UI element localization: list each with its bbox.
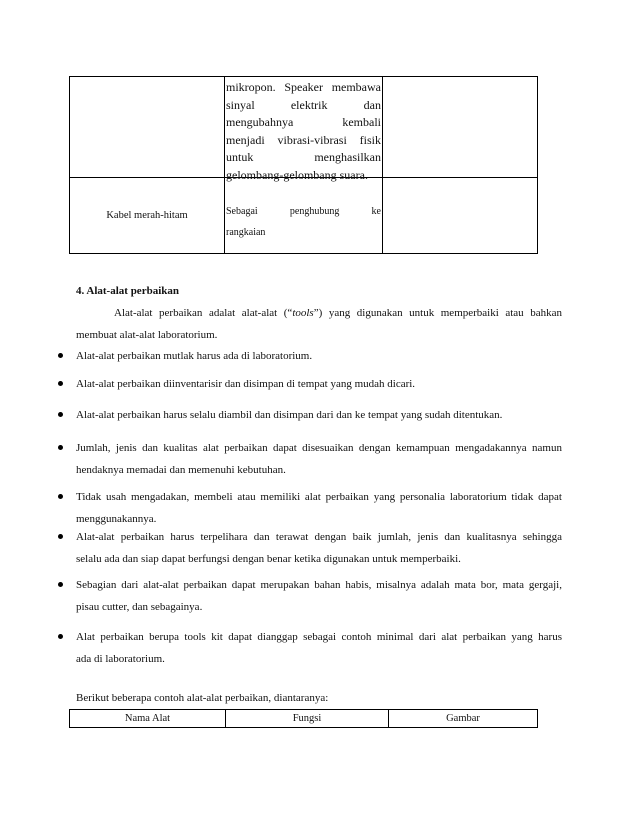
list-item-text: ada di laboratorium. bbox=[76, 653, 165, 665]
cell-text-line: Sebagai penghubung ke bbox=[226, 206, 381, 217]
cable-name-cell: Kabel merah-hitam bbox=[106, 210, 188, 221]
cell-text-line: rangkaian bbox=[226, 227, 266, 238]
list-item-text: Alat-alat perbaikan mutlak harus ada di laboratorium. bbox=[76, 350, 313, 362]
column-header-image: Gambar bbox=[446, 713, 480, 724]
cell-text-line: sinyal elektrik dan bbox=[226, 97, 381, 112]
bullet-icon bbox=[58, 445, 63, 450]
repair-tools-table-header bbox=[69, 709, 538, 728]
bullet-icon bbox=[58, 634, 63, 639]
list-item-text: Alat-alat perbaikan harus selalu diambil dan disimpan dari dan ke tempat yang sudah ditentukan. bbox=[76, 409, 503, 421]
cell-text-line: menjadi vibrasi-vibrasi fisik bbox=[226, 132, 381, 147]
bullet-icon bbox=[58, 353, 63, 358]
cell-text-line: mikropon. Speaker membawa bbox=[226, 80, 381, 94]
list-item-text: selalu ada dan siap dapat berfungsi dengan benar ketika digunakan untuk memperbaiki. bbox=[76, 553, 461, 565]
bullet-icon bbox=[58, 534, 63, 539]
list-item-text: menggunakannya. bbox=[76, 513, 157, 525]
list-item-text: Alat perbaikan berupa tools kit dapat dianggap sebagai contoh minimal dari alat perbaikan yang harus bbox=[76, 631, 562, 643]
column-header-name: Nama Alat bbox=[124, 713, 171, 724]
list-item-text: hendaknya memadai dan memenuhi kebutuhan. bbox=[76, 464, 286, 476]
bullet-icon bbox=[58, 412, 63, 417]
cell-text-line: gelombang-gelombang suara. bbox=[226, 167, 368, 182]
cell-text-line: mengubahnya kembali bbox=[226, 115, 381, 129]
section-heading: 4. Alat-alat perbaikan bbox=[76, 285, 179, 297]
list-item-text: Alat-alat perbaikan diinventarisir dan disimpan di tempat yang mudah dicari. bbox=[76, 378, 416, 390]
speaker-function-cell bbox=[226, 79, 381, 184]
list-item-text: Sebagian dari alat-alat perbaikan dapat merupakan bahan habis, misalnya adalah mata bor, mata gergaji, bbox=[76, 579, 562, 591]
list-item-text: Jumlah, jenis dan kualitas alat perbaikan dapat disesuaikan dengan kemampuan mengadakannya namun bbox=[76, 442, 562, 454]
tools-term: tools bbox=[292, 307, 314, 319]
examples-intro: Berikut beberapa contoh alat-alat perbaikan, diantaranya: bbox=[76, 692, 329, 704]
bullet-icon bbox=[58, 381, 63, 386]
column-header-function: Fungsi bbox=[292, 713, 322, 724]
cell-text-line: untuk menghasilkan bbox=[226, 150, 381, 164]
list-item-text: pisau cutter, dan sebagainya. bbox=[76, 601, 203, 613]
cable-function-cell bbox=[226, 201, 381, 243]
bullet-icon bbox=[58, 582, 63, 587]
list-item-text: Alat-alat perbaikan harus terpelihara dan terawat dengan baik jumlah, jenis dan kualitasnya sehingga bbox=[76, 531, 562, 543]
bullet-icon bbox=[58, 494, 63, 499]
intro-line: Alat-alat perbaikan adalat alat-alat (“tools”) yang digunakan untuk memperbaiki atau bahkan bbox=[114, 307, 562, 319]
intro-line: membuat alat-alat laboratorium. bbox=[76, 328, 218, 341]
intro-paragraph bbox=[76, 303, 562, 346]
component-table bbox=[69, 76, 538, 254]
table-column-divider bbox=[224, 77, 225, 253]
table-column-divider bbox=[382, 77, 383, 253]
list-item-text: Tidak usah mengadakan, membeli atau memiliki alat perbaikan yang personalia laboratorium tidak dapat bbox=[76, 491, 562, 503]
